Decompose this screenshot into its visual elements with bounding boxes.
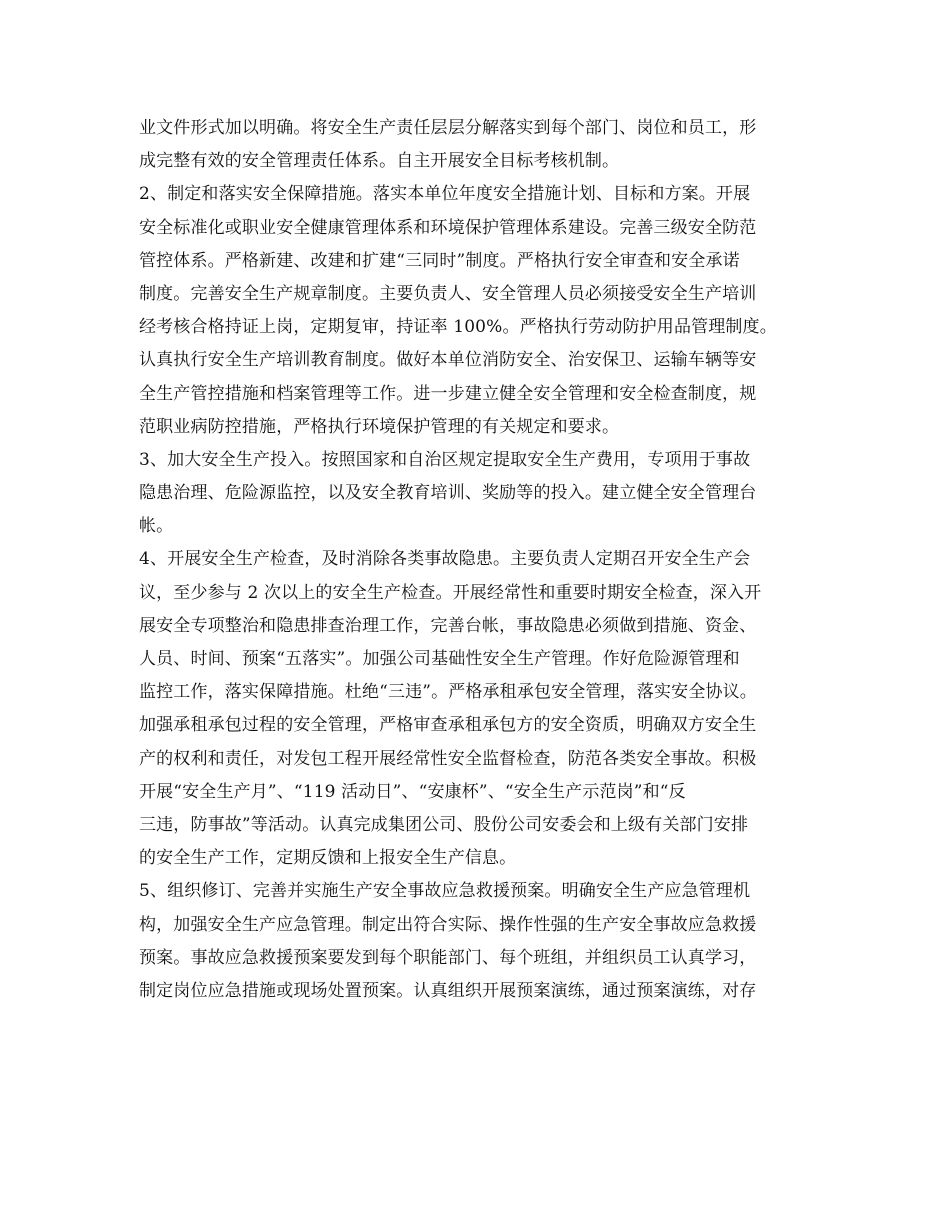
text-line: 展安全专项整治和隐患排查治理工作，完善台帐，事故隐患必须做到措施、资金、 bbox=[139, 615, 757, 636]
text-line: 议，至少参与 2 次以上的安全生产检查。开展经常性和重要时期安全检查，深入开 bbox=[139, 582, 762, 603]
text-line: 成完整有效的安全管理责任体系。自主开展安全目标考核机制。 bbox=[139, 151, 620, 172]
text-line: 人员、时间、预案“五落实”。加强公司基础性安全生产管理。作好危险源管理和 bbox=[139, 649, 740, 669]
text-line: 全生产管控措施和档案管理等工作。进一步建立健全安全管理和安全检查制度，规 bbox=[139, 383, 757, 404]
text-line: 帐。 bbox=[139, 516, 174, 537]
document-body bbox=[139, 112, 829, 1008]
text-line: 范职业病防控措施，严格执行环境保护管理的有关规定和要求。 bbox=[139, 416, 620, 437]
text-line: 业文件形式加以明确。将安全生产责任层层分解落实到每个部门、岗位和员工，形 bbox=[139, 118, 757, 138]
text-line: 产的权利和责任，对发包工程开展经常性安全监督检查，防范各类安全事故。积极 bbox=[139, 748, 757, 769]
text-line: 隐患治理、危险源监控，以及安全教育培训、奖励等的投入。建立健全安全管理台 bbox=[139, 483, 757, 504]
text-line: 监控工作，落实保障措施。杜绝“三违”。严格承租承包安全管理，落实安全协议。 bbox=[139, 682, 757, 703]
text-line: 的安全生产工作，定期反馈和上报安全生产信息。 bbox=[139, 848, 517, 869]
text-line: 三违，防事故”等活动。认真完成集团公司、股份公司安委会和上级有关部门安排 bbox=[139, 814, 749, 835]
text-line: 认真执行安全生产培训教育制度。做好本单位消防安全、治安保卫、运输车辆等安 bbox=[139, 350, 757, 371]
text-line: 制度。完善安全生产规章制度。主要负责人、安全管理人员必须接受安全生产培训 bbox=[139, 283, 757, 304]
text-line: 制定岗位应急措施或现场处置预案。认真组织开展预案演练，通过预案演练，对存 bbox=[139, 980, 757, 1001]
text-line: 5、组织修订、完善并实施生产安全事故应急救援预案。明确安全生产应急管理机 bbox=[139, 881, 751, 902]
text-line: 3、加大安全生产投入。按照国家和自治区规定提取安全生产费用，专项用于事故 bbox=[139, 449, 751, 470]
text-line: 开展“安全生产月”、“119 活动日”、“安康杯”、“安全生产示范岗”和“反 bbox=[139, 781, 686, 802]
text-line: 管控体系。严格新建、改建和扩建“三同时”制度。严格执行安全审查和安全承诺 bbox=[139, 250, 740, 271]
text-line: 安全标准化或职业安全健康管理体系和环境保护管理体系建设。完善三级安全防范 bbox=[139, 217, 757, 238]
text-line: 2、制定和落实安全保障措施。落实本单位年度安全措施计划、目标和方案。开展 bbox=[139, 184, 751, 205]
text-line: 预案。事故应急救援预案要发到每个职能部门、每个班组，并组织员工认真学习， bbox=[139, 947, 757, 968]
text-line: 构，加强安全生产应急管理。制定出符合实际、操作性强的生产安全事故应急救援 bbox=[139, 914, 757, 935]
text-line: 加强承租承包过程的安全管理，严格审查承租承包方的安全资质，明确双方安全生 bbox=[139, 715, 757, 736]
text-line: 经考核合格持证上岗，定期复审，持证率 100%。严格执行劳动防护用品管理制度。 bbox=[139, 317, 777, 338]
text-line: 4、开展安全生产检查，及时消除各类事故隐患。主要负责人定期召开安全生产会 bbox=[139, 549, 751, 570]
